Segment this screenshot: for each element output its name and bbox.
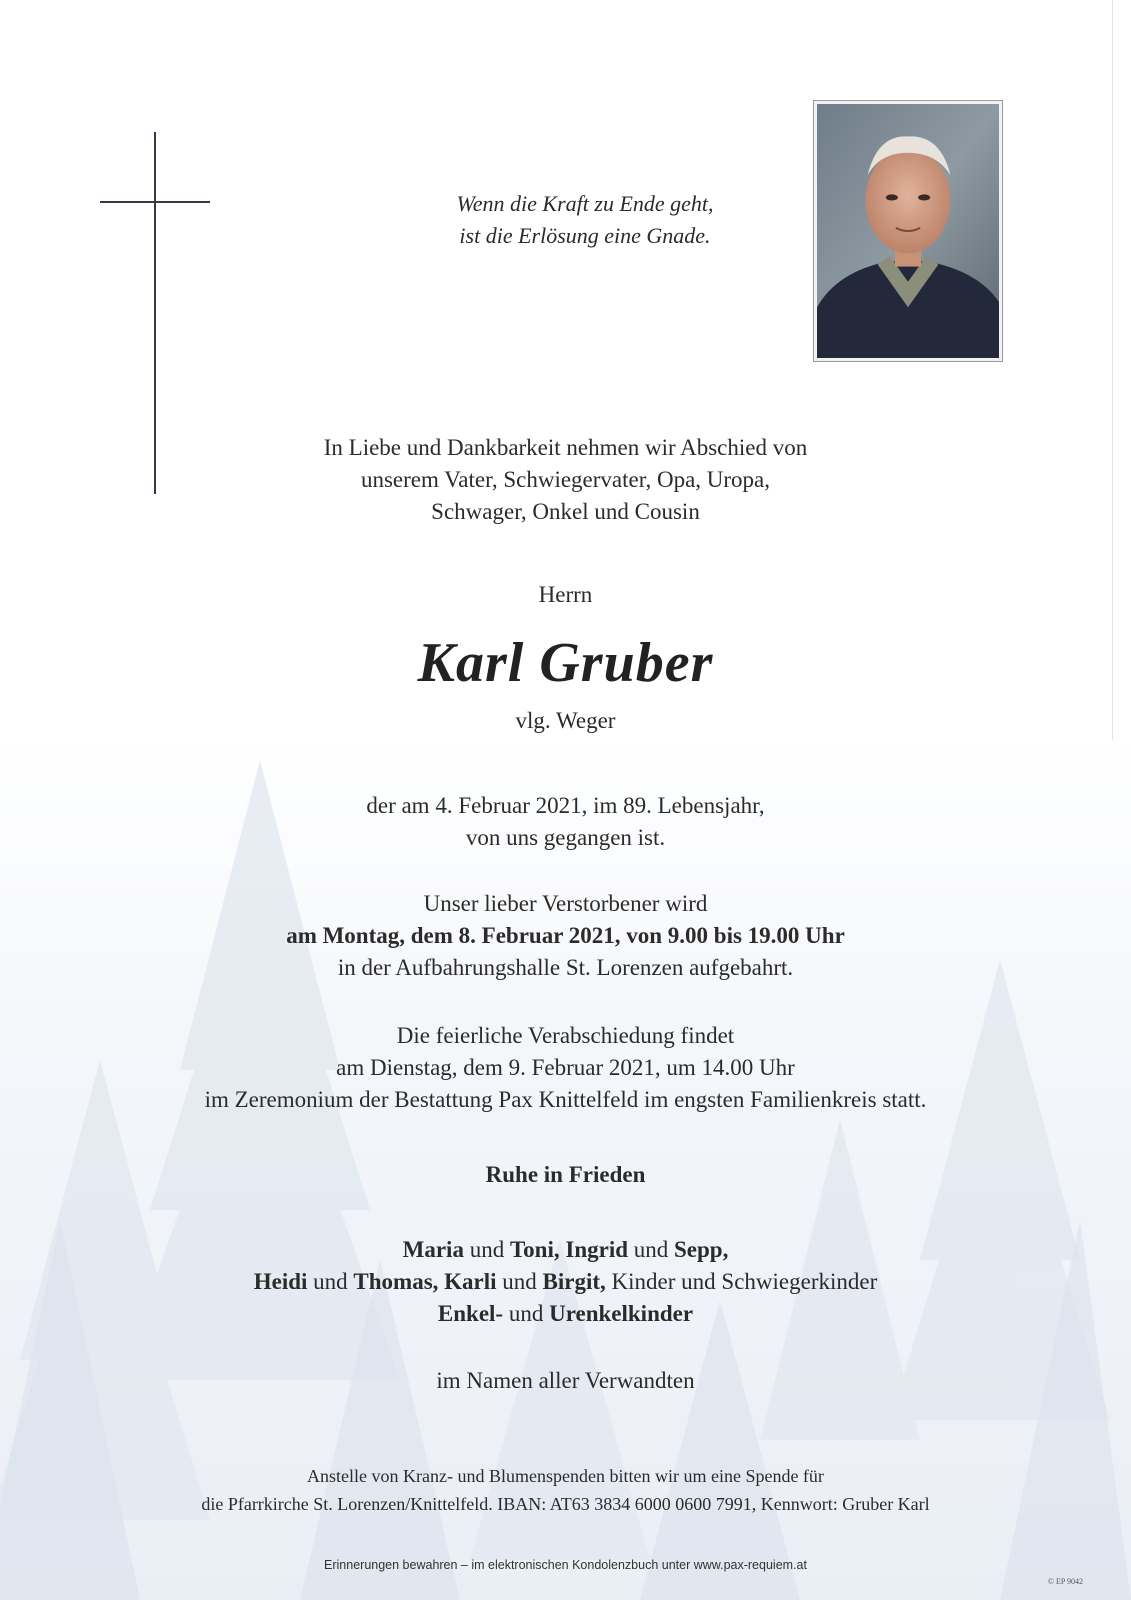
mourners-line <box>0 1234 1131 1266</box>
death-notice <box>0 790 1131 854</box>
nickname: vlg. Weger <box>515 708 616 733</box>
mourners-line <box>0 1266 1131 1298</box>
kin-note: im Namen aller Verwandten <box>436 1368 695 1393</box>
donation-line: die Pfarrkirche St. Lorenzen/Knittelfeld. IBAN: AT63 3834 6000 0600 7991, Kennwort: Gruber Karl <box>201 1494 930 1514</box>
portrait-image <box>817 104 999 358</box>
donation-line: Anstelle von Kranz- und Blumenspenden bitten wir um eine Spende für <box>307 1466 824 1486</box>
salutation: Herrn <box>538 582 593 607</box>
mourner-name: Sepp, <box>674 1237 729 1262</box>
viewing-info <box>0 888 1131 984</box>
donation-request <box>0 1462 1131 1518</box>
motto-line: ist die Erlösung eine Gnade. <box>459 223 711 248</box>
cross-horizontal-bar <box>100 201 210 203</box>
mourner-name: Toni, Ingrid <box>509 1237 628 1262</box>
condolence-footer: Erinnerungen bewahren – im elektronischen Kondolenzbuch unter www.pax-requiem.at <box>324 1558 807 1572</box>
print-code: © EP 9042 <box>1047 1577 1083 1586</box>
mourners-list <box>0 1234 1131 1330</box>
intro-line: In Liebe und Dankbarkeit nehmen wir Abschied von <box>323 435 808 460</box>
intro-line: Schwager, Onkel und Cousin <box>431 499 700 524</box>
viewing-line: in der Aufbahrungshalle St. Lorenzen aufgebahrt. <box>337 955 794 980</box>
mourner-name: Enkel- <box>437 1301 504 1326</box>
mourner-name: Urenkelkinder <box>549 1301 694 1326</box>
farewell-info <box>0 1020 1131 1116</box>
rest-in-peace: Ruhe in Frieden <box>485 1162 646 1187</box>
farewell-line: Die feierliche Verabschiedung findet <box>396 1023 735 1048</box>
viewing-date: am Montag, dem 8. Februar 2021, von 9.00 bis 19.00 Uhr <box>286 923 845 948</box>
death-notice-line: von uns gegangen ist. <box>465 825 666 850</box>
conjunction: und <box>313 1269 348 1294</box>
intro-text <box>0 432 1131 528</box>
deceased-name: Karl Gruber <box>417 632 714 694</box>
viewing-line: Unser lieber Verstorbener wird <box>423 891 708 916</box>
farewell-line: am Dienstag, dem 9. Februar 2021, um 14.00 Uhr <box>336 1055 795 1080</box>
conjunction: und <box>633 1237 669 1262</box>
mourner-name: Heidi <box>253 1269 308 1294</box>
mourners-line <box>0 1298 1131 1330</box>
relation-text: Kinder und Schwiegerkinder <box>611 1269 878 1294</box>
conjunction: und <box>502 1269 537 1294</box>
portrait-photo <box>813 100 1003 362</box>
conjunction: und <box>508 1301 544 1326</box>
motto-line: Wenn die Kraft zu Ende geht, <box>456 191 714 216</box>
conjunction: und <box>469 1237 505 1262</box>
farewell-line: im Zeremonium der Bestattung Pax Knittelfeld im engsten Familienkreis statt. <box>204 1087 927 1112</box>
viewing-date-line <box>0 920 1131 952</box>
intro-line: unserem Vater, Schwiegervater, Opa, Uropa, <box>360 467 771 492</box>
mourner-name: Thomas, Karli <box>353 1269 497 1294</box>
death-notice-line: der am 4. Februar 2021, im 89. Lebensjahr, <box>366 793 765 818</box>
mourner-name: Maria <box>402 1237 464 1262</box>
mourner-name: Birgit, <box>542 1269 606 1294</box>
